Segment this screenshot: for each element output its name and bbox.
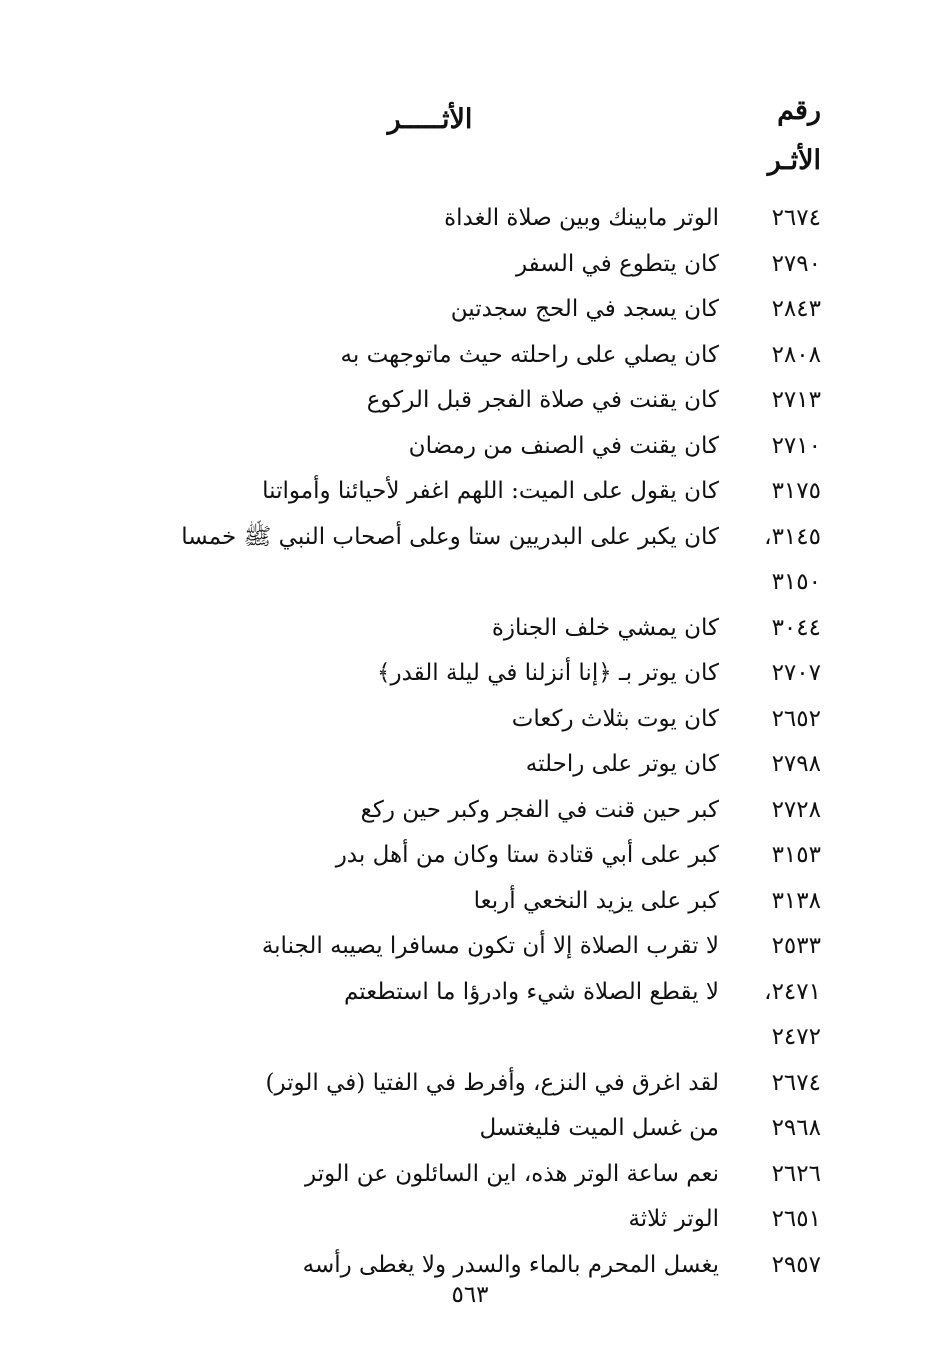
entry-number: ٣١٥٣ [771,842,821,868]
entry-text: كان يصلي على راحلته حيث ماتوجهت به [340,341,719,368]
entry-text: كان يوتر على راحلته [525,751,719,777]
entry-number: ٢٨٠٨ [771,341,821,368]
column-header-text: الأثـــــر [387,104,473,135]
entry-text: كان يكبر على البدريين ستا وعلى أصحاب النبي ﷺ خمسا [181,523,719,550]
list-item [121,651,821,697]
entry-number: ٢٥٣٣ [771,933,821,959]
entry-text: كان يقنت في صلاة الفجر قبل الركوع [366,387,719,413]
list-item [121,1197,821,1243]
entry-number-group [739,515,821,606]
entry-text: كان يسجد في الحج سجدتين [450,296,719,322]
entries-list [121,196,821,1288]
entry-text: كان يمشي خلف الجنازة [491,614,719,641]
entry-number: ٢٩٦٨ [771,1115,821,1141]
entry-text: كبر على يزيد النخعي أربعا [473,887,719,914]
entry-number: ٢٧٩٨ [771,751,821,777]
entry-number: ٣٠٤٤ [771,614,821,641]
entry-number: ٢٤٧١، [764,978,821,1005]
entry-number: ٣١٤٥، [764,523,821,550]
list-item [121,1061,821,1107]
entry-number: ٢٧٠٧ [771,660,821,686]
entry-text: لا يقطع الصلاة شيء وادرؤا ما استطعتم [344,978,719,1005]
entry-number: ٢٧١٠ [771,432,821,459]
list-item [121,924,821,970]
list-item [121,742,821,788]
entry-number: ٢٧٢٨ [771,796,821,823]
entry-text: كبر حين قنت في الفجر وكبر حين ركع [360,796,719,823]
entry-text: كان يقنت في الصنف من رمضان [408,432,719,459]
entry-text: لقد اغرق في النزع، وأفرط في الفتيا (في الوتر) [265,1069,719,1096]
page-number: ٥٦٣ [451,1282,489,1308]
entry-number: ٢٦٧٤ [771,205,821,231]
list-item [121,469,821,515]
entry-number-continued: ٣١٥٠ [771,569,821,595]
list-item [121,833,821,879]
entry-text: كان يوتر بـ ﴿إنا أنزلنا في ليلة القدر﴾ [376,660,719,686]
entry-number: ٢٧١٣ [771,387,821,413]
entry-text: لا تقرب الصلاة إلا أن تكون مسافرا يصيبه الجنابة [261,933,719,959]
list-item [121,287,821,333]
entry-number: ٢٧٩٠ [771,250,821,277]
list-item [121,1152,821,1198]
entry-number: ٢٦٢٦ [771,1160,821,1187]
column-header-number-line2: الأثـر [767,145,821,176]
entry-number: ٣١٧٥ [771,478,821,504]
list-item [121,333,821,379]
list-item [121,424,821,470]
list-item [121,970,821,1061]
list-item [121,788,821,834]
entry-number: ٣١٣٨ [771,887,821,914]
list-item [121,697,821,743]
entry-number: ٢٦٧٤ [771,1069,821,1096]
entry-text: الوتر ثلاثة [628,1206,719,1232]
column-header-number [731,86,821,186]
entry-number: ٢٦٥١ [771,1206,821,1232]
column-header-number-line1: رقم [777,95,821,126]
entry-text: كبر على أبي قتادة ستا وكان من أهل بدر [335,842,719,868]
entry-number-continued: ٢٤٧٢ [771,1024,821,1050]
entry-text: يغسل المحرم بالماء والسدر ولا يغطى رأسه [302,1251,719,1278]
list-item [121,196,821,242]
entry-text: كان يتطوع في السفر [515,250,719,277]
list-item [121,606,821,652]
entry-text: كان يوت بثلاث ركعات [511,705,719,732]
entry-number: ٢٨٤٣ [771,296,821,322]
entry-text: الوتر مابينك وبين صلاة الغداة [444,205,719,231]
list-item [121,515,821,606]
entry-text: من غسل الميت فليغتسل [479,1115,719,1141]
entry-number: ٢٦٥٢ [771,705,821,732]
entry-number: ٢٩٥٧ [771,1251,821,1278]
entry-number-group [739,970,821,1061]
list-item [121,879,821,925]
entry-text: كان يقول على الميت: اللهم اغفر لأحيائنا وأمواتنا [262,478,719,504]
entry-text: نعم ساعة الوتر هذه، اين السائلون عن الوتر [305,1160,719,1187]
list-item [121,1106,821,1152]
list-item [121,378,821,424]
list-item [121,242,821,288]
